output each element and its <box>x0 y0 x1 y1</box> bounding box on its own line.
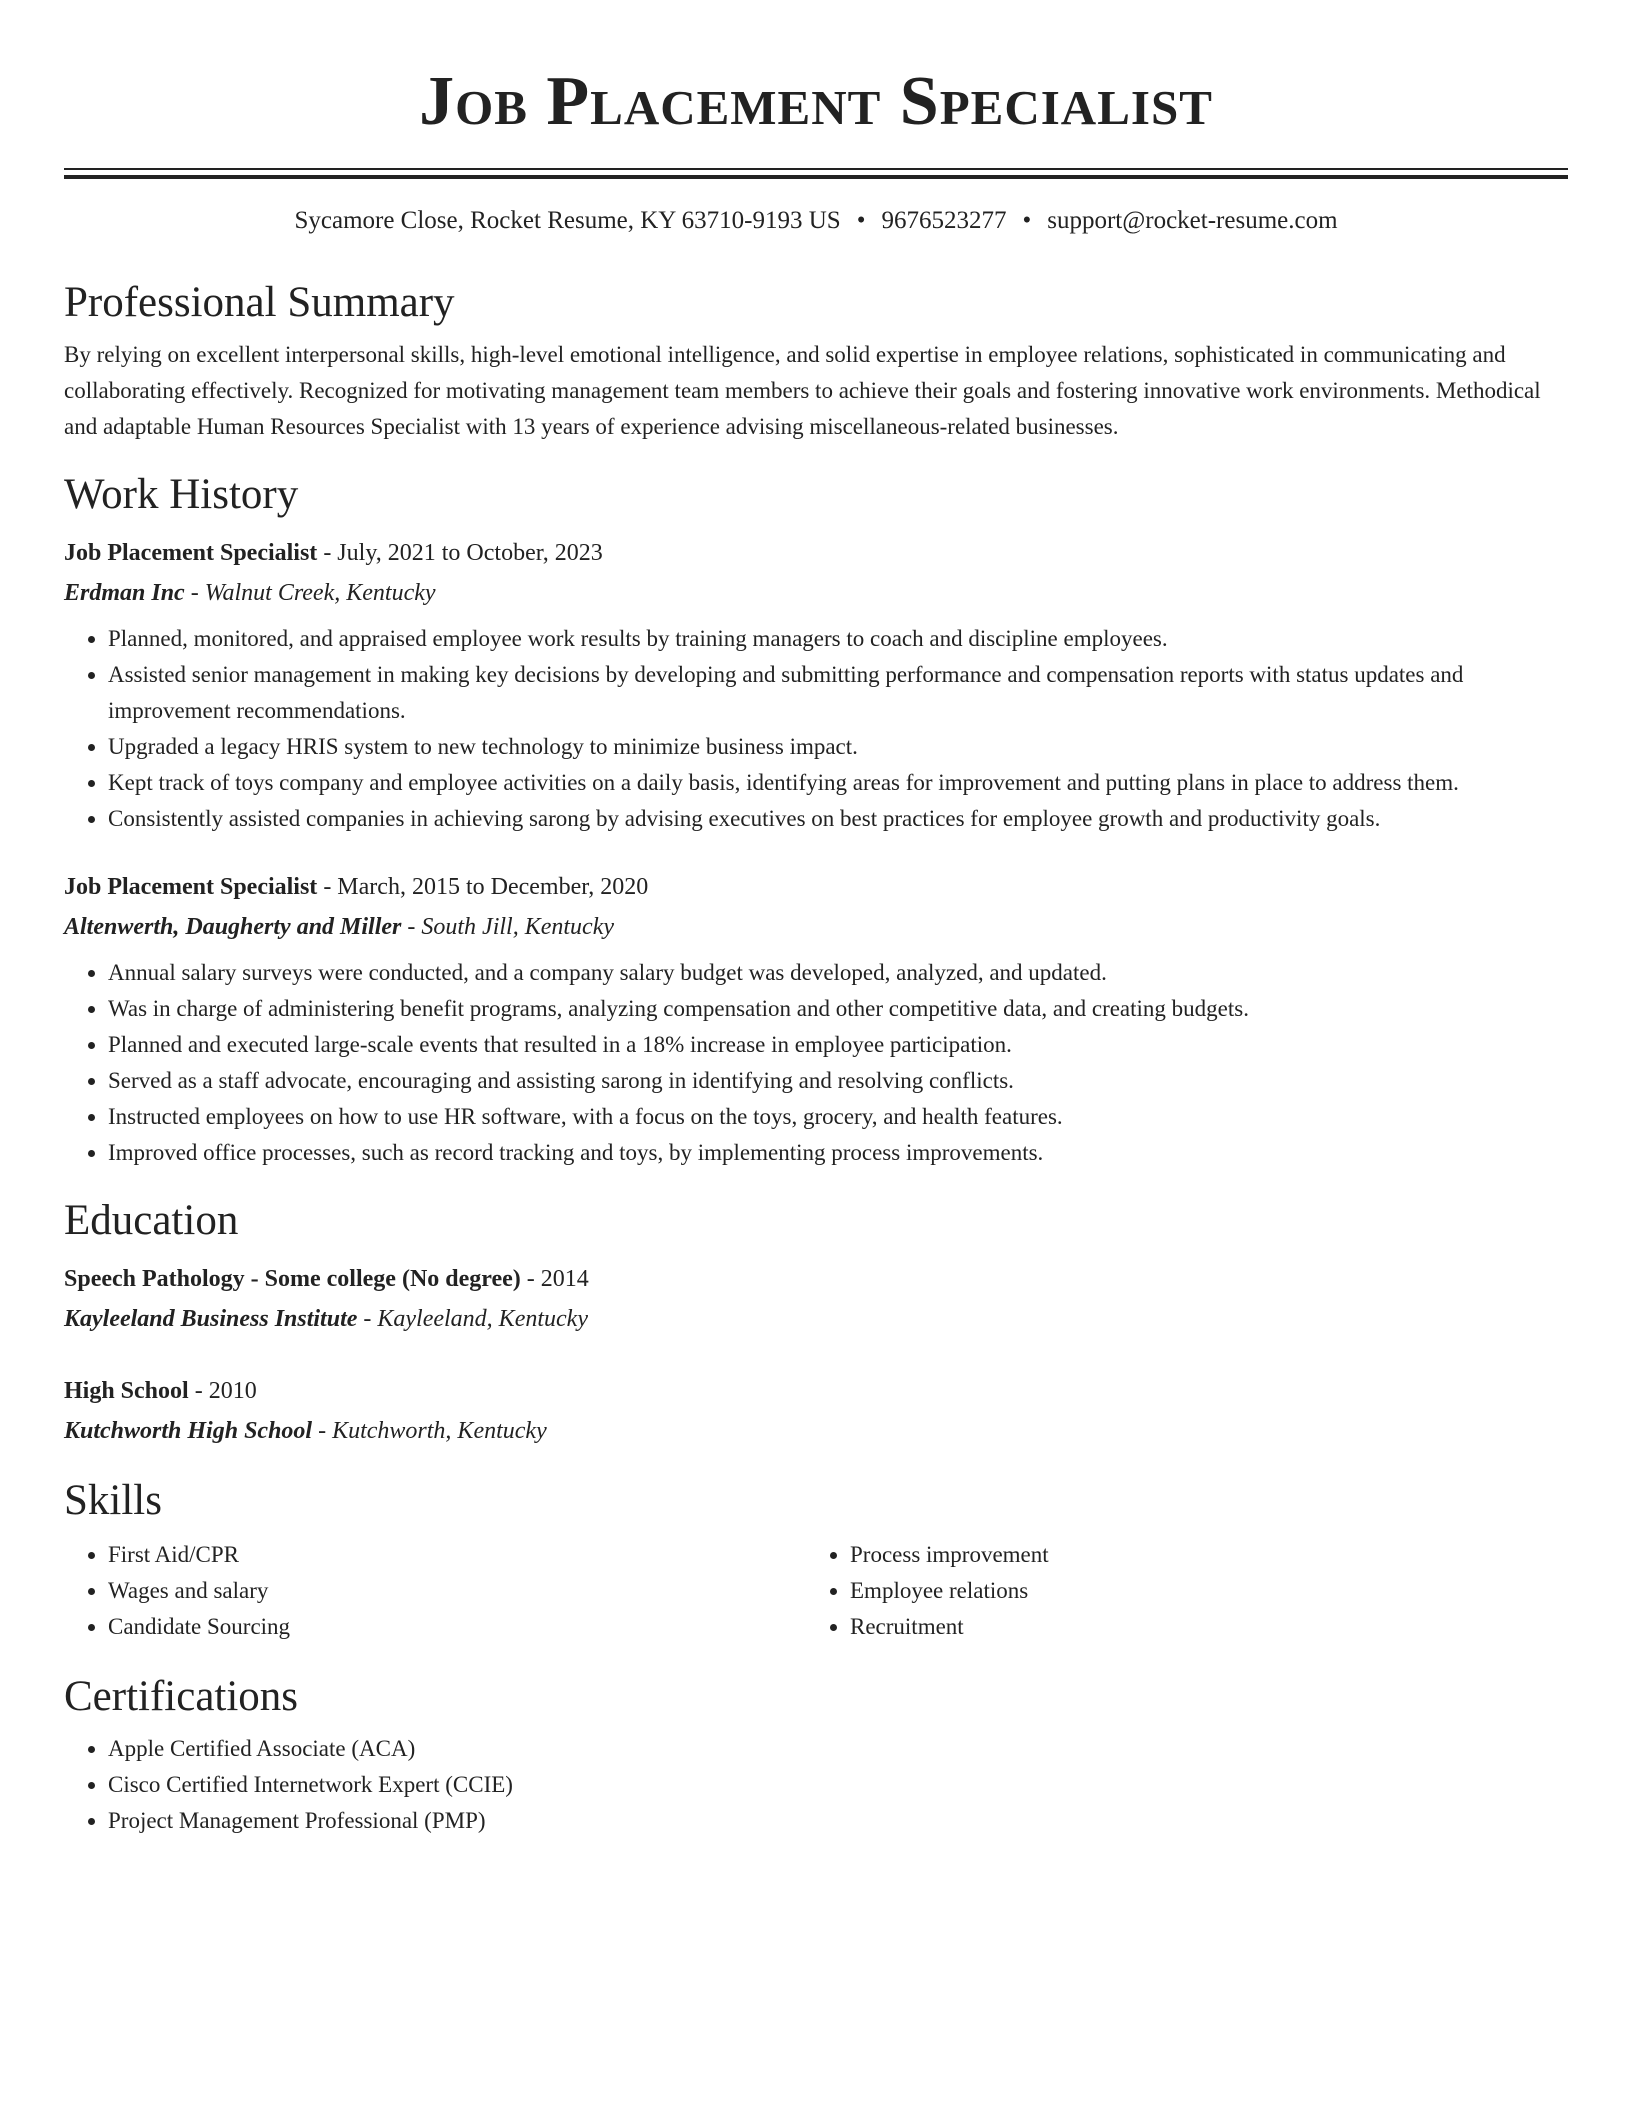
job-bullet: • Was in charge of administering benefit programs, analyzing compensation and other competitive data, and creating budgets. <box>108 991 1568 1027</box>
skill-item: • Process improvement <box>850 1537 1548 1573</box>
skill-item: • First Aid/CPR <box>108 1537 806 1573</box>
contact-address: Sycamore Close, Rocket Resume, KY 63710-9193 US <box>294 207 841 234</box>
skill-item: • Employee relations <box>850 1573 1548 1609</box>
job-entry <box>64 867 1568 1171</box>
job-employer-line <box>64 573 1568 613</box>
contact-line <box>64 205 1568 237</box>
skills-heading: Skills <box>64 1477 162 1524</box>
education-school-line <box>64 1299 1568 1339</box>
job-bullet: • Instructed employees on how to use HR software, with a focus on the toys, grocery, and health features. <box>108 1099 1568 1135</box>
job-company: Erdman Inc <box>64 580 185 606</box>
education-school: Kayleeland Business Institute <box>64 1306 358 1332</box>
skills-column-right <box>806 1537 1548 1645</box>
job-dates: - July, 2021 to October, 2023 <box>317 540 603 566</box>
job-entry <box>64 533 1568 837</box>
education-entry <box>64 1259 1568 1339</box>
job-bullet: • Served as a staff advocate, encouraging and assisting sarong in identifying and resolving conflicts. <box>108 1063 1568 1099</box>
certification-item: • Project Management Professional (PMP) <box>108 1803 1568 1839</box>
certification-item: • Cisco Certified Internetwork Expert (CCIE) <box>108 1767 1568 1803</box>
summary-heading: Professional Summary <box>64 279 455 326</box>
job-bullet: • Consistently assisted companies in achieving sarong by advising executives on best practices for employee growth and productivity goals. <box>108 801 1568 837</box>
job-bullet: • Improved office processes, such as record tracking and toys, by implementing process improvements. <box>108 1135 1568 1171</box>
education-heading: Education <box>64 1197 239 1244</box>
certifications-list <box>64 1731 1568 1839</box>
work-history-heading: Work History <box>64 471 299 518</box>
job-location: - Walnut Creek, Kentucky <box>184 580 436 606</box>
job-bullet: • Upgraded a legacy HRIS system to new technology to minimize business impact. <box>108 729 1568 765</box>
certifications-heading: Certifications <box>64 1673 299 1720</box>
skill-item: • Candidate Sourcing <box>108 1609 806 1645</box>
education-school-line <box>64 1411 1568 1451</box>
job-position: Job Placement Specialist <box>64 874 318 900</box>
education-degree-line <box>64 1371 1568 1411</box>
certification-item: • Apple Certified Associate (ACA) <box>108 1731 1568 1767</box>
skill-item: • Recruitment <box>850 1609 1548 1645</box>
education-year: - 2014 <box>520 1266 589 1292</box>
skill-item: • Wages and salary <box>108 1573 806 1609</box>
job-employer-line <box>64 907 1568 947</box>
education-school: Kutchworth High School <box>64 1418 313 1444</box>
education-year: - 2010 <box>188 1378 257 1404</box>
education-degree: Speech Pathology - Some college (No degree) <box>64 1266 521 1292</box>
education-location: - Kutchworth, Kentucky <box>312 1418 547 1444</box>
skills-grid <box>64 1537 1568 1645</box>
education-entry <box>64 1371 1568 1451</box>
contact-separator: • <box>856 207 866 234</box>
education-location: - Kayleeland, Kentucky <box>357 1306 588 1332</box>
job-bullet: • Planned and executed large-scale events that resulted in a 18% increase in employee participation. <box>108 1027 1568 1063</box>
job-bullet: • Kept track of toys company and employee activities on a daily basis, identifying areas for improvement and putting plans in place to address them. <box>108 765 1568 801</box>
job-bullet: • Planned, monitored, and appraised employee work results by training managers to coach and discipline employees. <box>108 621 1568 657</box>
contact-email: support@rocket-resume.com <box>1047 207 1338 234</box>
resume-name-heading: Job Placement Specialist <box>419 63 1213 140</box>
contact-phone: 9676523277 <box>881 207 1007 234</box>
header-double-rule <box>64 168 1568 179</box>
skills-column-left <box>64 1537 806 1645</box>
job-title-line <box>64 867 1568 907</box>
job-position: Job Placement Specialist <box>64 540 318 566</box>
education-degree: High School <box>64 1378 189 1404</box>
job-bullet: • Assisted senior management in making key decisions by developing and submitting performance and compensation reports with status updates and improvement recommendations. <box>108 657 1568 729</box>
job-bullet: • Annual salary surveys were conducted, and a company salary budget was developed, analyzed, and updated. <box>108 955 1568 991</box>
job-company: Altenwerth, Daugherty and Miller <box>64 914 402 940</box>
job-bullet-list <box>64 955 1568 1171</box>
skills-list <box>64 1537 806 1645</box>
job-title-line <box>64 533 1568 573</box>
contact-separator: • <box>1022 207 1032 234</box>
summary-text: By relying on excellent interpersonal skills, high-level emotional intelligence, and solid expertise in employee relations, sophisticated in communicating and collaborating effectively. Recognized for motivating management team members to achieve their goals and fostering innovative work environments. Methodical and adaptable Human Resources Specialist with 13 years of experience advising miscellaneous-related businesses. <box>64 342 1541 439</box>
job-location: - South Jill, Kentucky <box>401 914 614 940</box>
job-bullet-list <box>64 621 1568 837</box>
skills-list <box>806 1537 1548 1645</box>
education-degree-line <box>64 1259 1568 1299</box>
job-dates: - March, 2015 to December, 2020 <box>317 874 649 900</box>
